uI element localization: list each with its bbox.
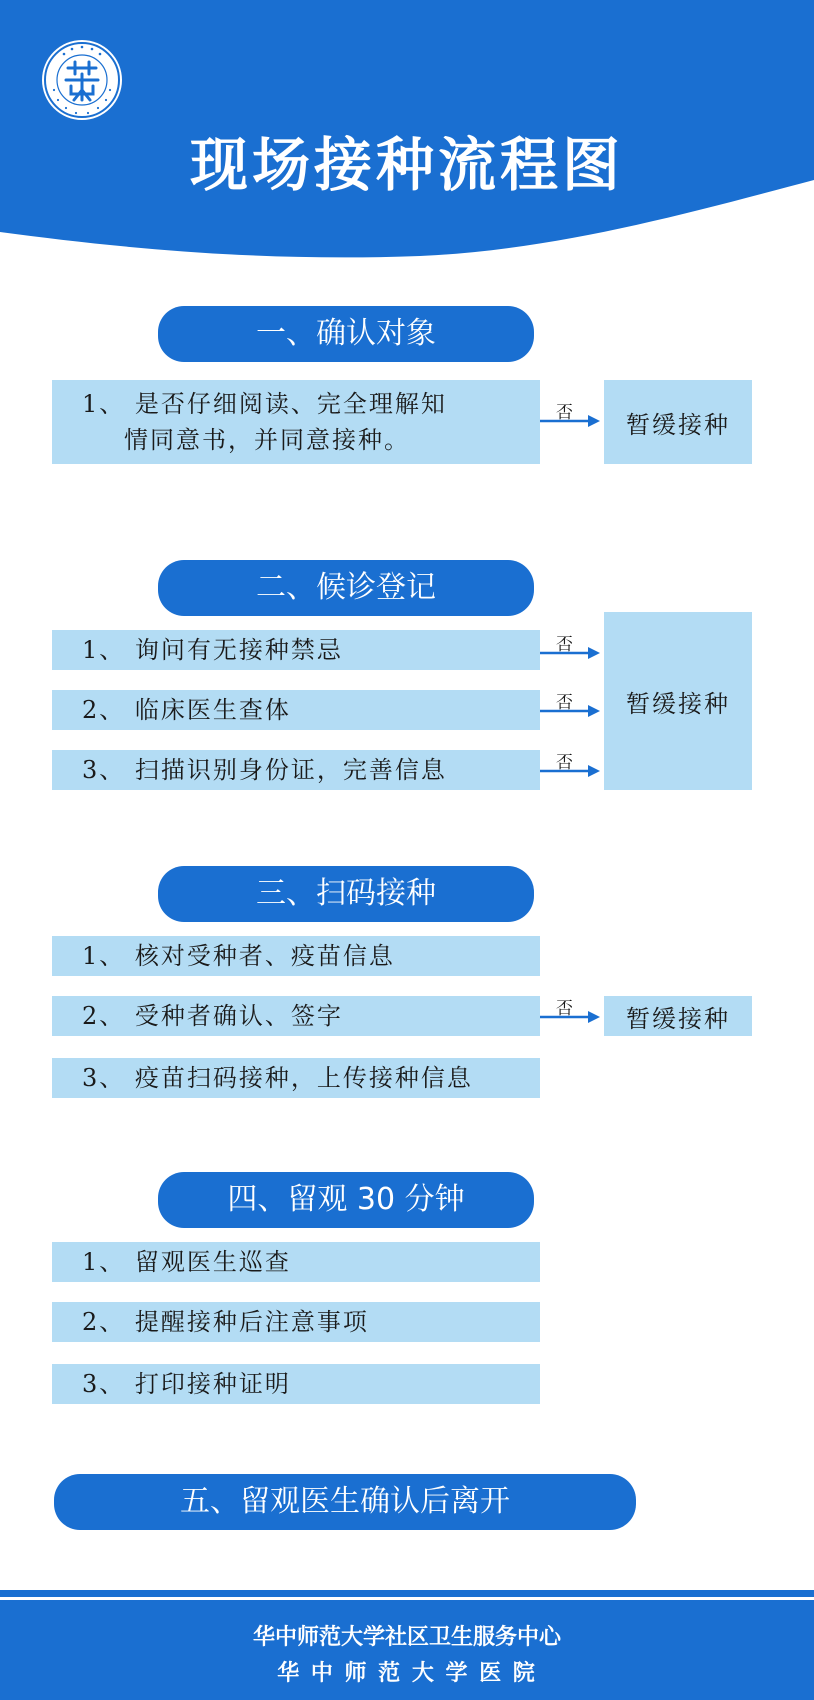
footer-line-2: 华 中 师 范 大 学 医 院 bbox=[277, 1660, 537, 1686]
section-2-heading: 二、候诊登记 bbox=[158, 560, 534, 616]
section-2-step-3: 3、 扫描识别身份证，完善信息 bbox=[52, 750, 540, 790]
section-1-step-box bbox=[52, 380, 540, 464]
section-1-step-line-1: 1、 是否仔细阅读、完全理解知 bbox=[82, 390, 447, 418]
section-1-step-line-2: 情同意书，并同意接种。 bbox=[124, 426, 410, 454]
section-4-heading: 四、留观 30 分钟 bbox=[158, 1172, 534, 1228]
arrow-right-icon bbox=[540, 704, 600, 718]
no-label: 否 bbox=[556, 693, 573, 713]
footer-line-1: 华中师范大学社区卫生服务中心 bbox=[252, 1624, 561, 1650]
page-title: 现场接种流程图 bbox=[189, 131, 624, 199]
section-3-heading: 三、扫码接种 bbox=[158, 866, 534, 922]
section-5-heading: 五、留观医生确认后离开 bbox=[54, 1474, 636, 1530]
no-label: 否 bbox=[556, 403, 573, 423]
section-3-step-3: 3、 疫苗扫码接种，上传接种信息 bbox=[52, 1058, 540, 1098]
section-3-step-1: 1、 核对受种者、疫苗信息 bbox=[52, 936, 540, 976]
section-3-step-2: 2、 受种者确认、签字 bbox=[52, 996, 540, 1036]
footer-divider bbox=[0, 1597, 814, 1600]
arrow-right-icon bbox=[540, 1010, 600, 1024]
arrow-right-icon bbox=[540, 414, 600, 428]
arrow-right-icon bbox=[540, 764, 600, 778]
arrow-right-icon bbox=[540, 646, 600, 660]
section-4-step-2: 2、 提醒接种后注意事项 bbox=[52, 1302, 540, 1342]
no-label: 否 bbox=[556, 753, 573, 773]
no-label: 否 bbox=[556, 635, 573, 655]
section-1-heading: 一、确认对象 bbox=[158, 306, 534, 362]
section-1-postpone-box: 暂缓接种 bbox=[604, 380, 752, 464]
university-seal-icon bbox=[40, 38, 124, 122]
section-2-step-1: 1、 询问有无接种禁忌 bbox=[52, 630, 540, 670]
section-3-postpone-box: 暂缓接种 bbox=[604, 996, 752, 1036]
section-4-step-3: 3、 打印接种证明 bbox=[52, 1364, 540, 1404]
section-4-step-1: 1、 留观医生巡查 bbox=[52, 1242, 540, 1282]
section-2-postpone-box: 暂缓接种 bbox=[604, 612, 752, 790]
no-label: 否 bbox=[556, 999, 573, 1019]
section-2-step-2: 2、 临床医生查体 bbox=[52, 690, 540, 730]
